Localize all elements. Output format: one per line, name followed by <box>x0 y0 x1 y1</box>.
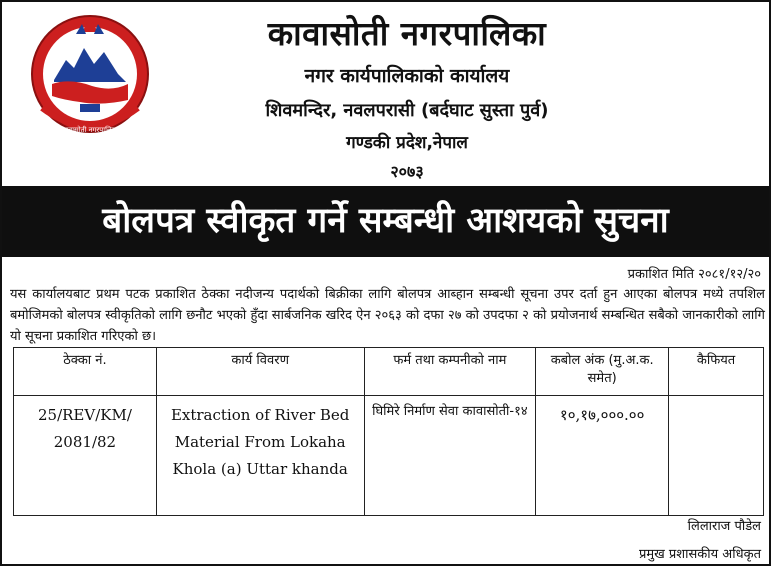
notice-body: यस कार्यालयबाट प्रथम पटक प्रकाशित ठेक्का नदीजन्य पदार्थको बिक्रीका लागि बोलपत्र आब्हान सम्बन्धी सूचना उपर दर्ता हुन आएका बोलपत्र मध्ये तपशिल बमोजिमको बोलपत्र स्वीकृतिको लागि छनौट भएको हुँदा सार्बजनिक खरिद ऐन २०६३ को दफा २७ को उपदफा २ को प्रयोजनार्थ सम्बन्धित सबैको जानकारीको लागि यो सूचना प्रकाशित गरिएको छ। <box>10 287 765 344</box>
header-bid-amount: कबोल अंक (मु.अ.क. समेत) <box>536 348 669 396</box>
remarks-cell <box>669 396 764 516</box>
province-name: गण्डकी प्रदेश,नेपाल <box>346 133 468 153</box>
signatory-name: लिलाराज पौडेल <box>687 519 761 534</box>
contract-no-cell: 25/REV/KM/ 2081/82 <box>14 396 157 516</box>
signatory-title: प्रमुख प्रशासकीय अधिकृत <box>638 547 761 562</box>
description-cell: Extraction of River Bed Material From Lokaha Khola (a) Uttar khanda <box>156 396 364 516</box>
header-firm: फर्म तथा कम्पनीको नाम <box>364 348 536 396</box>
office-address: शिवमन्दिर, नवलपरासी (बर्दघाट सुस्ता पुर्व) <box>265 100 549 121</box>
firm-cell: घिमिरे निर्माण सेवा कावासोती-१४ <box>364 396 536 516</box>
published-date: प्रकाशित मिति २०८१/१२/२० <box>627 267 761 282</box>
bid-award-table <box>13 347 764 516</box>
table-header-row <box>14 348 764 396</box>
bid-amount-cell: १०,१७,०००.०० <box>536 396 669 516</box>
government-emblem-icon <box>22 12 158 140</box>
office-name: नगर कार्यपालिकाको कार्यालय <box>304 65 510 87</box>
table-row <box>14 396 764 516</box>
header-contract-no: ठेक्का नं. <box>14 348 157 396</box>
header-remarks: कैफियत <box>669 348 764 396</box>
emblem-caption: कावासोती नगरपालिका <box>61 126 119 134</box>
notice-banner: बोलपत्र स्वीकृत गर्ने सम्बन्धी आशयको सुचना <box>2 186 769 257</box>
municipality-name: कावासोती नगरपालिका <box>267 14 547 53</box>
established-year: २०७३ <box>390 162 424 181</box>
header-description: कार्य विवरण <box>156 348 364 396</box>
